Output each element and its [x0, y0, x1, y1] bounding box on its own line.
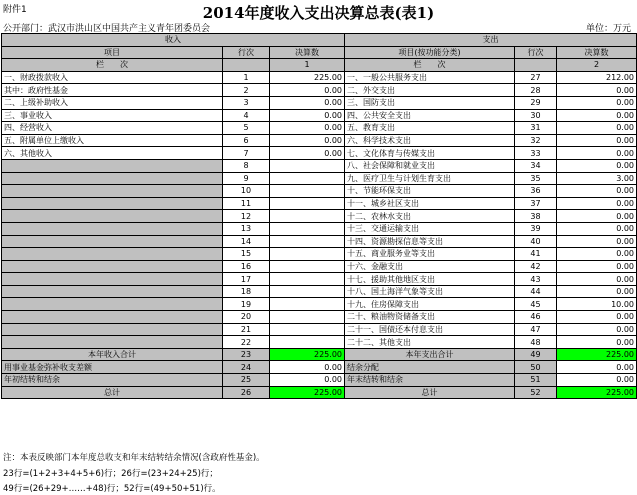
expense-item: 十三、交通运输支出	[345, 222, 515, 235]
expense-amount: 0.00	[557, 159, 637, 172]
income-amount	[270, 235, 345, 248]
summary-row	[2, 348, 637, 361]
income-summary-item: 本年收入合计	[2, 348, 223, 361]
income-line: 13	[223, 222, 270, 235]
table-row	[2, 210, 637, 223]
income-item	[2, 197, 223, 210]
expense-amount: 0.00	[557, 260, 637, 273]
expense-item: 十一、城乡社区支出	[345, 197, 515, 210]
expense-summary-item: 总计	[345, 386, 515, 399]
expense-line: 40	[515, 235, 557, 248]
expense-item: 二、外交支出	[345, 84, 515, 97]
section-header-row	[2, 34, 637, 47]
col-item-header: 项目	[2, 46, 223, 59]
income-amount: 0.00	[270, 96, 345, 109]
expense-amount: 0.00	[557, 96, 637, 109]
expense-item: 十九、住房保障支出	[345, 298, 515, 311]
summary-row	[2, 361, 637, 374]
expense-line: 42	[515, 260, 557, 273]
income-line: 20	[223, 311, 270, 324]
col-line-header: 行次	[223, 46, 270, 59]
income-line: 8	[223, 159, 270, 172]
expense-amount: 0.00	[557, 134, 637, 147]
income-line: 4	[223, 109, 270, 122]
table-row	[2, 311, 637, 324]
expense-summary-amount: 0.00	[557, 361, 637, 374]
table-row	[2, 336, 637, 349]
income-item: 其中：政府性基金	[2, 84, 223, 97]
expense-line: 37	[515, 197, 557, 210]
income-item	[2, 311, 223, 324]
page-title: 2014年度收入支出决算总表(表1)	[202, 4, 435, 22]
expense-summary-amount: 225.00	[557, 348, 637, 361]
expense-item: 九、医疗卫生与计划生育支出	[345, 172, 515, 185]
expense-section-header: 支出	[345, 34, 637, 47]
footnote-2: 23行=(1+2+3+4+5+6)行；26行=(23+24+25)行；	[3, 469, 218, 479]
table-row	[2, 134, 637, 147]
income-summary-amount: 225.00	[270, 348, 345, 361]
col-index-expense: 2	[557, 59, 637, 72]
unit-label: 单位：万元	[585, 24, 631, 34]
expense-summary-item: 结余分配	[345, 361, 515, 374]
expense-amount: 0.00	[557, 222, 637, 235]
income-amount	[270, 159, 345, 172]
expense-item: 十八、国土海洋气象等支出	[345, 285, 515, 298]
table-row	[2, 235, 637, 248]
expense-item: 四、公共安全支出	[345, 109, 515, 122]
expense-item: 十七、援助其他地区支出	[345, 273, 515, 286]
table-row	[2, 323, 637, 336]
income-item	[2, 222, 223, 235]
col-line-exp-header: 行次	[515, 46, 557, 59]
col-index-label: 栏 次	[2, 59, 223, 72]
income-line: 17	[223, 273, 270, 286]
expense-line: 39	[515, 222, 557, 235]
income-line: 19	[223, 298, 270, 311]
expense-line: 48	[515, 336, 557, 349]
income-line: 21	[223, 323, 270, 336]
expense-line: 43	[515, 273, 557, 286]
income-amount	[270, 273, 345, 286]
income-item	[2, 159, 223, 172]
income-line: 6	[223, 134, 270, 147]
income-amount	[270, 172, 345, 185]
expense-item: 五、教育支出	[345, 122, 515, 135]
expense-summary-line: 51	[515, 374, 557, 387]
income-item	[2, 235, 223, 248]
expense-summary-line: 49	[515, 348, 557, 361]
table-row	[2, 197, 637, 210]
table-row	[2, 96, 637, 109]
income-line: 14	[223, 235, 270, 248]
expense-amount: 0.00	[557, 210, 637, 223]
expense-amount: 0.00	[557, 197, 637, 210]
col-amount-header: 决算数	[270, 46, 345, 59]
income-amount: 0.00	[270, 134, 345, 147]
expense-amount: 3.00	[557, 172, 637, 185]
income-item	[2, 210, 223, 223]
income-item	[2, 172, 223, 185]
income-amount: 0.00	[270, 147, 345, 160]
income-amount	[270, 222, 345, 235]
expense-item: 二十二、其他支出	[345, 336, 515, 349]
expense-item: 八、社会保障和就业支出	[345, 159, 515, 172]
column-index-row	[2, 59, 637, 72]
department-label: 公开部门：武汉市洪山区中国共产主义青年团委员会	[3, 24, 211, 34]
income-summary-line: 26	[223, 386, 270, 399]
col-index-label-exp: 栏 次	[345, 59, 515, 72]
expense-summary-item: 年末结转和结余	[345, 374, 515, 387]
income-amount	[270, 248, 345, 261]
income-item: 四、经营收入	[2, 122, 223, 135]
expense-line: 46	[515, 311, 557, 324]
expense-item: 六、科学技术支出	[345, 134, 515, 147]
expense-line: 41	[515, 248, 557, 261]
expense-amount: 0.00	[557, 248, 637, 261]
income-line: 2	[223, 84, 270, 97]
income-summary-amount: 0.00	[270, 374, 345, 387]
expense-amount: 0.00	[557, 285, 637, 298]
expense-line: 38	[515, 210, 557, 223]
income-item	[2, 336, 223, 349]
expense-item: 一、一般公共服务支出	[345, 71, 515, 84]
table-row	[2, 71, 637, 84]
expense-amount: 0.00	[557, 147, 637, 160]
income-amount: 225.00	[270, 71, 345, 84]
income-item	[2, 323, 223, 336]
expense-line: 29	[515, 96, 557, 109]
income-amount	[270, 323, 345, 336]
income-line: 3	[223, 96, 270, 109]
income-amount	[270, 298, 345, 311]
expense-amount: 0.00	[557, 336, 637, 349]
income-line: 15	[223, 248, 270, 261]
expense-amount: 0.00	[557, 84, 637, 97]
summary-row	[2, 386, 637, 399]
income-amount	[270, 210, 345, 223]
income-amount: 0.00	[270, 109, 345, 122]
expense-line: 47	[515, 323, 557, 336]
income-amount	[270, 311, 345, 324]
table-row	[2, 260, 637, 273]
expense-amount: 0.00	[557, 122, 637, 135]
income-item	[2, 273, 223, 286]
income-summary-item: 用事业基金弥补收支差额	[2, 361, 223, 374]
income-line: 9	[223, 172, 270, 185]
expense-summary-item: 本年支出合计	[345, 348, 515, 361]
column-header-row	[2, 46, 637, 59]
income-item: 五、附属单位上缴收入	[2, 134, 223, 147]
income-amount	[270, 185, 345, 198]
income-line: 12	[223, 210, 270, 223]
income-amount: 0.00	[270, 122, 345, 135]
expense-line: 32	[515, 134, 557, 147]
expense-amount: 10.00	[557, 298, 637, 311]
income-line: 16	[223, 260, 270, 273]
income-summary-amount: 0.00	[270, 361, 345, 374]
expense-amount: 0.00	[557, 311, 637, 324]
table-row	[2, 159, 637, 172]
income-item: 三、事业收入	[2, 109, 223, 122]
expense-amount: 0.00	[557, 273, 637, 286]
income-line: 22	[223, 336, 270, 349]
footnote-3: 49行=(26+29+……+48)行；52行=(49+50+51)行。	[3, 484, 221, 494]
expense-line: 28	[515, 84, 557, 97]
expense-item: 十五、商业服务业等支出	[345, 248, 515, 261]
income-line: 1	[223, 71, 270, 84]
expense-item: 十、节能环保支出	[345, 185, 515, 198]
table-row	[2, 298, 637, 311]
summary-row	[2, 374, 637, 387]
table-row	[2, 109, 637, 122]
expense-item: 十四、资源勘探信息等支出	[345, 235, 515, 248]
table-row	[2, 122, 637, 135]
expense-item: 十六、金融支出	[345, 260, 515, 273]
expense-item: 七、文化体育与传媒支出	[345, 147, 515, 160]
expense-line: 36	[515, 185, 557, 198]
table-row	[2, 273, 637, 286]
income-amount: 0.00	[270, 84, 345, 97]
income-item	[2, 260, 223, 273]
expense-line: 33	[515, 147, 557, 160]
table-row	[2, 248, 637, 261]
expense-item: 三、国防支出	[345, 96, 515, 109]
col-item-exp-header: 项目(按功能分类)	[345, 46, 515, 59]
income-summary-amount: 225.00	[270, 386, 345, 399]
income-line: 7	[223, 147, 270, 160]
income-line: 5	[223, 122, 270, 135]
income-item: 二、上级补助收入	[2, 96, 223, 109]
footnote-1: 注：本表反映部门本年度总收支和年末结转结余情况(含政府性基金)。	[3, 453, 265, 463]
income-item	[2, 285, 223, 298]
budget-summary-table	[1, 33, 637, 399]
income-item	[2, 298, 223, 311]
expense-line: 30	[515, 109, 557, 122]
expense-line: 45	[515, 298, 557, 311]
expense-amount: 0.00	[557, 185, 637, 198]
table-row	[2, 185, 637, 198]
expense-summary-amount: 0.00	[557, 374, 637, 387]
income-summary-line: 23	[223, 348, 270, 361]
col-amount-exp-header: 决算数	[557, 46, 637, 59]
income-amount	[270, 285, 345, 298]
income-item: 六、其他收入	[2, 147, 223, 160]
table-row	[2, 172, 637, 185]
income-amount	[270, 260, 345, 273]
income-line: 18	[223, 285, 270, 298]
expense-item: 十二、农林水支出	[345, 210, 515, 223]
col-index-income: 1	[270, 59, 345, 72]
income-amount	[270, 336, 345, 349]
expense-item: 二十、粮油物资储备支出	[345, 311, 515, 324]
table-row	[2, 222, 637, 235]
expense-amount: 0.00	[557, 323, 637, 336]
expense-line: 35	[515, 172, 557, 185]
expense-line: 31	[515, 122, 557, 135]
income-summary-line: 24	[223, 361, 270, 374]
income-summary-item: 总计	[2, 386, 223, 399]
expense-line: 27	[515, 71, 557, 84]
expense-line: 44	[515, 285, 557, 298]
income-summary-line: 25	[223, 374, 270, 387]
attachment-label: 附件1	[3, 5, 27, 15]
income-item: 一、财政拨款收入	[2, 71, 223, 84]
expense-line: 34	[515, 159, 557, 172]
expense-summary-line: 52	[515, 386, 557, 399]
expense-summary-line: 50	[515, 361, 557, 374]
expense-item: 二十一、国债还本付息支出	[345, 323, 515, 336]
income-item	[2, 248, 223, 261]
expense-amount: 0.00	[557, 109, 637, 122]
table-row	[2, 147, 637, 160]
table-row	[2, 84, 637, 97]
expense-amount: 212.00	[557, 71, 637, 84]
income-summary-item: 年初结转和结余	[2, 374, 223, 387]
table-row	[2, 285, 637, 298]
expense-summary-amount: 225.00	[557, 386, 637, 399]
income-amount	[270, 197, 345, 210]
income-section-header: 收入	[2, 34, 345, 47]
income-item	[2, 185, 223, 198]
expense-amount: 0.00	[557, 235, 637, 248]
income-line: 10	[223, 185, 270, 198]
income-line: 11	[223, 197, 270, 210]
